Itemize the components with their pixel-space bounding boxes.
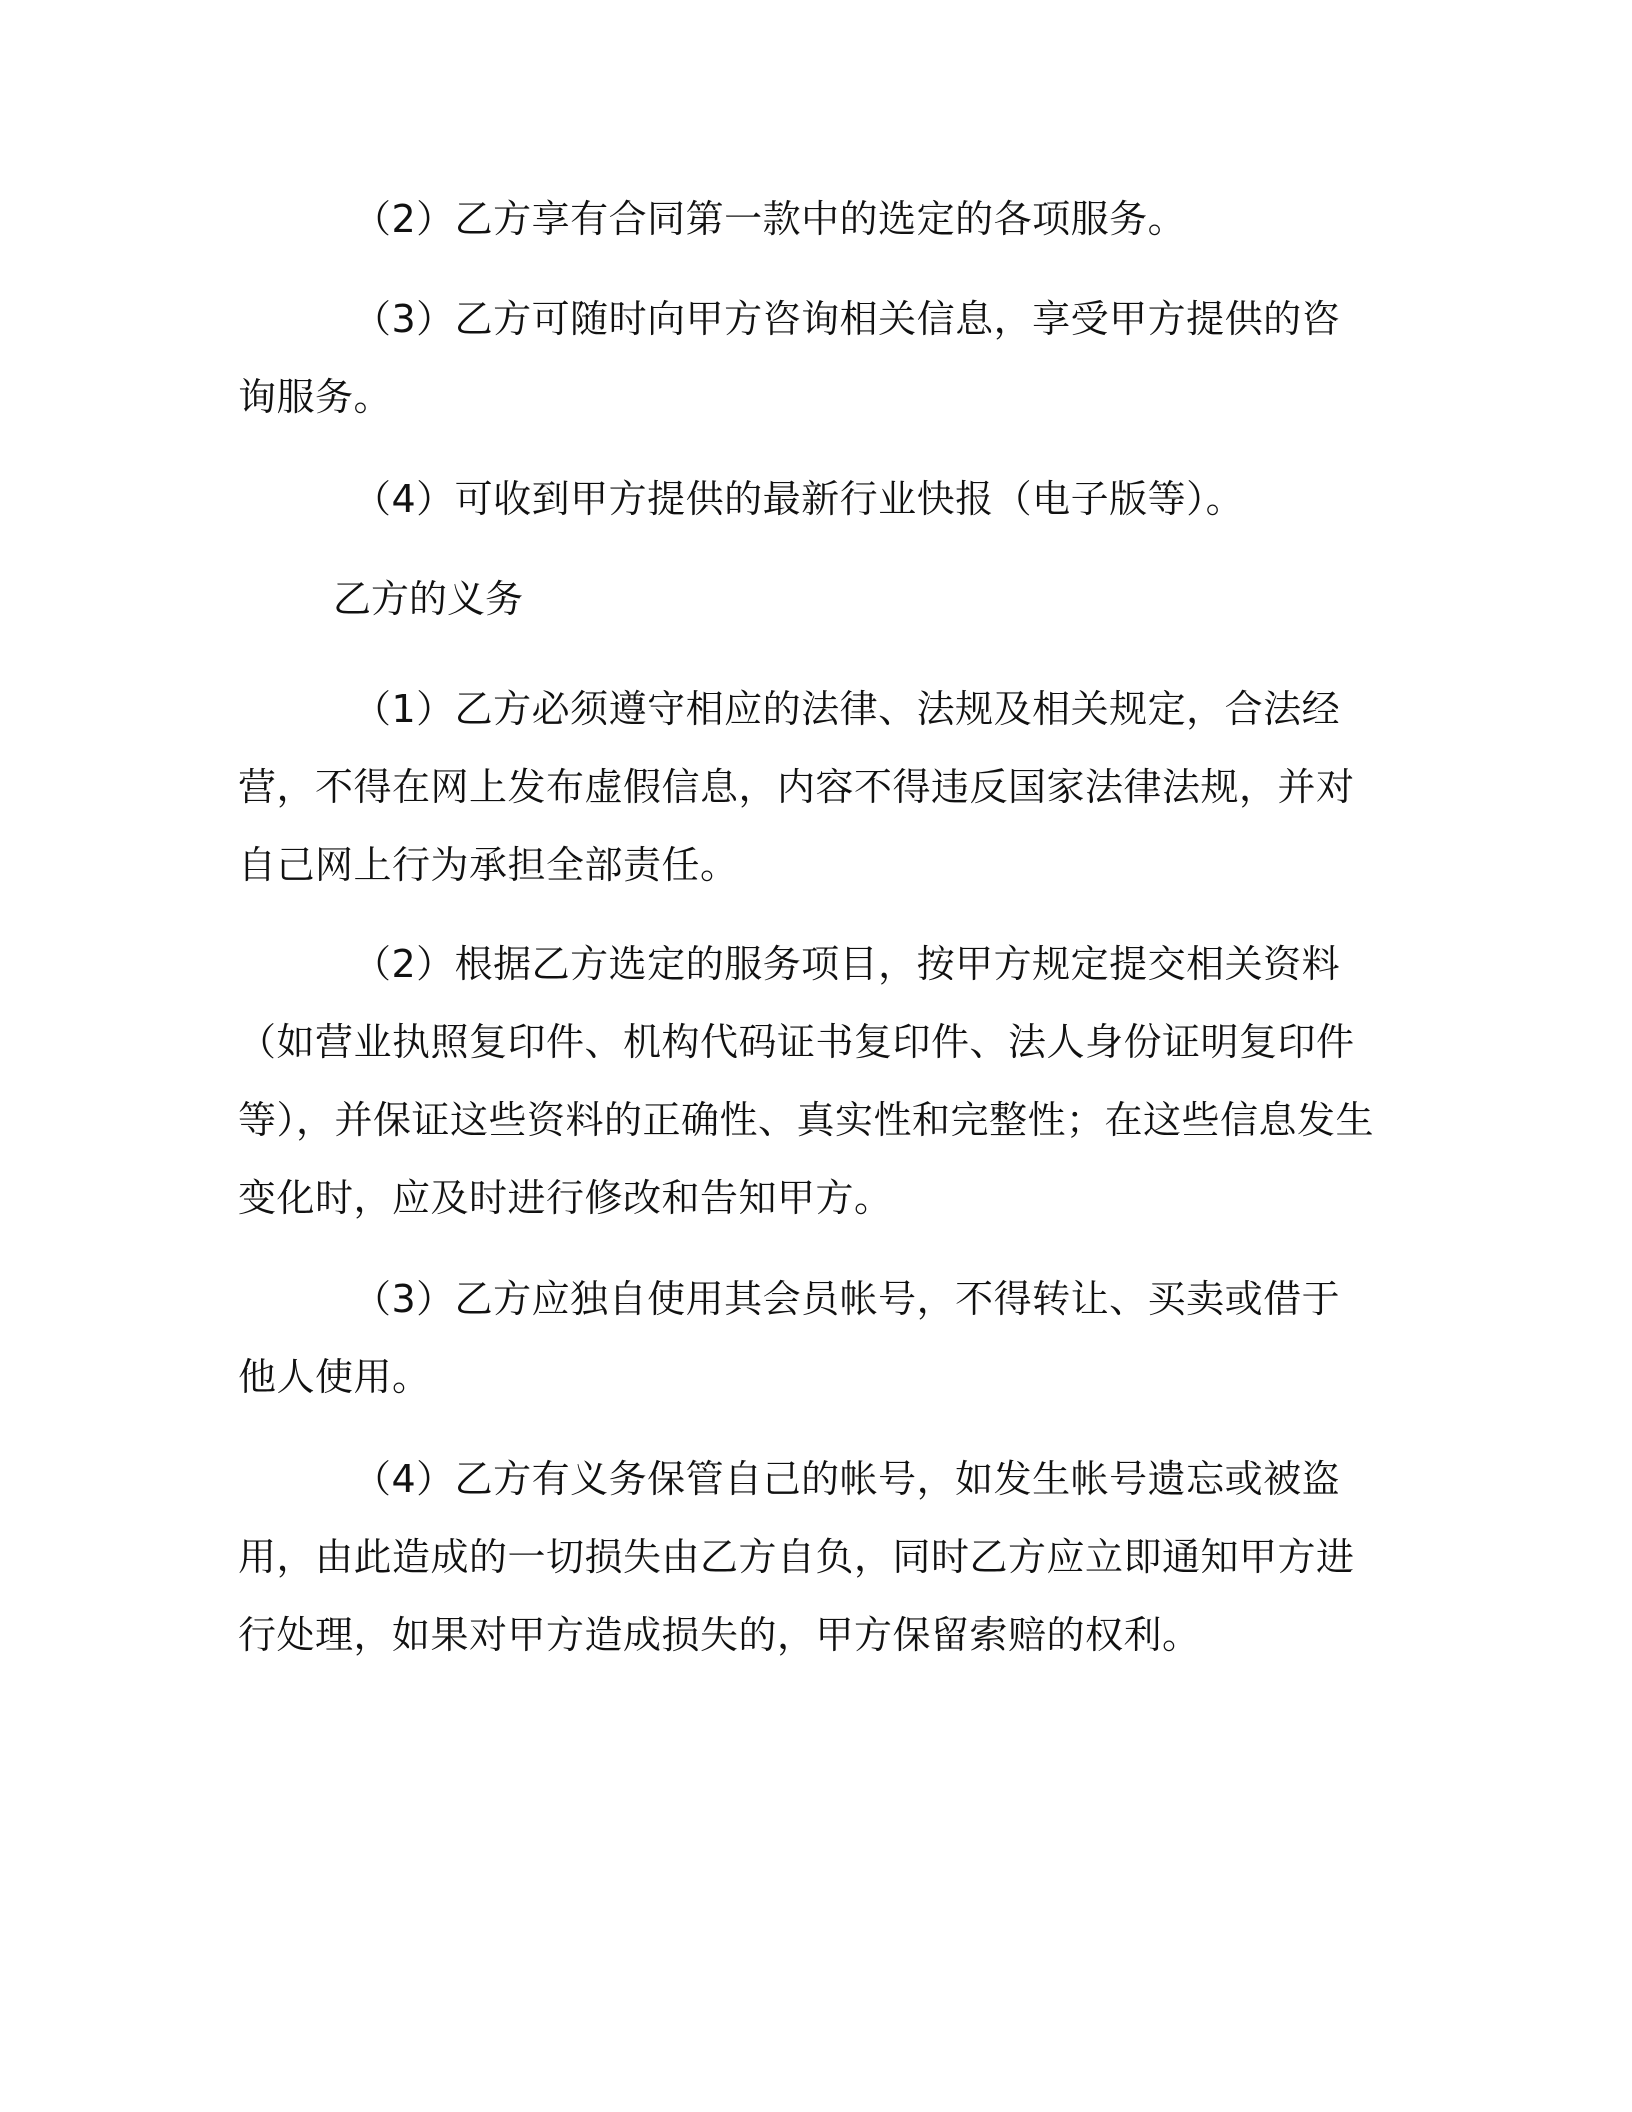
paragraph-obligation-4: （4）乙方有义务保管自己的帐号，如发生帐号遗忘或被盗用，由此造成的一切损失由乙方自负，同时乙方应立即通知甲方进行处理，如果对甲方造成损失的，甲方保留索赔的权利。	[238, 1457, 1355, 1657]
paragraph-right-3: （3）乙方可随时向甲方咨询相关信息，享受甲方提供的咨询服务。	[238, 297, 1341, 419]
paragraph-right-2: （2）乙方享有合同第一款中的选定的各项服务。	[353, 197, 1187, 241]
paragraph-obligation-2: （2）根据乙方选定的服务项目，按甲方规定提交相关资料（如营业执照复印件、机构代码证书复印件、法人身份证明复印件等），并保证这些资料的正确性、真实性和完整性；在这些信息发生变化时，应及时进行修改和告知甲方。	[238, 942, 1375, 1220]
section-heading-obligations: 乙方的义务	[333, 577, 524, 621]
paragraph-obligation-3: （3）乙方应独自使用其会员帐号，不得转让、买卖或借于他人使用。	[238, 1277, 1341, 1399]
paragraph-obligation-1: （1）乙方必须遵守相应的法律、法规及相关规定，合法经营，不得在网上发布虚假信息，内容不得违反国家法律法规，并对自己网上行为承担全部责任。	[238, 687, 1355, 887]
paragraph-right-4: （4）可收到甲方提供的最新行业快报（电子版等）。	[353, 477, 1245, 521]
